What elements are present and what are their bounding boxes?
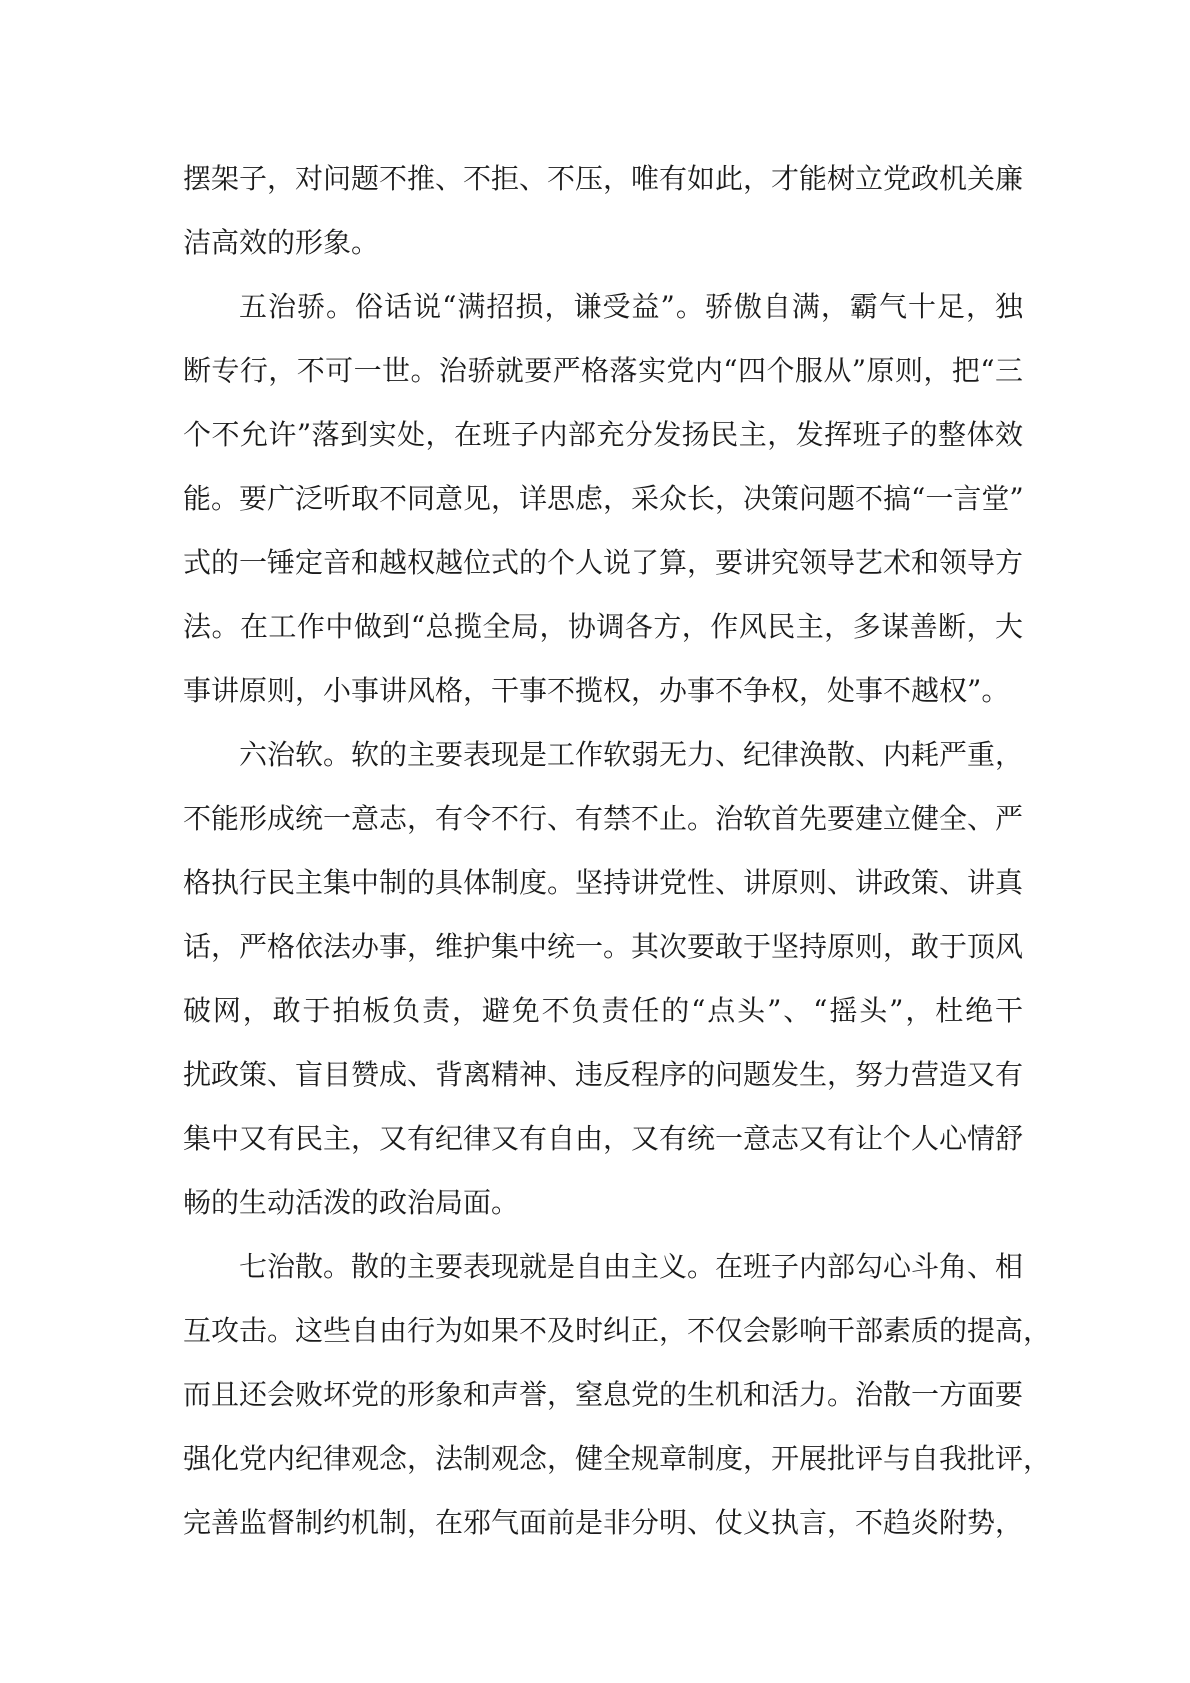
text-line: 个不允许”落到实处，在班子内部充分发扬民主，发挥班子的整体效: [183, 418, 1023, 451]
paragraph: [183, 147, 1023, 275]
text-line: 五治骄。俗话说“满招损，谦受益”。骄傲自满，霸气十足，独: [239, 290, 1023, 323]
document-body: [183, 147, 1052, 1555]
text-line: 畅的生动活泼的政治局面。: [183, 1186, 520, 1219]
text-line: 强化党内纪律观念，法制观念，健全规章制度，开展批评与自我批评，: [183, 1442, 1052, 1475]
text-line: 话，严格依法办事，维护集中统一。其次要敢于坚持原则，敢于顶风: [183, 930, 1024, 963]
text-line: 完善监督制约机制，在邪气面前是非分明、仗义执言，不趋炎附势，: [183, 1506, 1024, 1539]
text-line: 式的一锤定音和越权越位式的个人说了算，要讲究领导艺术和领导方: [183, 546, 1024, 579]
text-line: 集中又有民主，又有纪律又有自由，又有统一意志又有让个人心情舒: [183, 1122, 1024, 1155]
text-line: 七治散。散的主要表现就是自由主义。在班子内部勾心斗角、相: [239, 1250, 1024, 1283]
text-line: 破网，敢于拍板负责，避免不负责任的“点头”、“摇头”，杜绝干: [183, 994, 1023, 1027]
text-line: 格执行民主集中制的具体制度。坚持讲党性、讲原则、讲政策、讲真: [183, 866, 1024, 899]
text-line: 洁高效的形象。: [183, 226, 380, 259]
paragraph: [183, 723, 1023, 1235]
text-line: 而且还会败坏党的形象和声誉，窒息党的生机和活力。治散一方面要: [183, 1378, 1024, 1411]
text-line: 摆架子，对问题不推、不拒、不压，唯有如此，才能树立党政机关廉: [183, 162, 1024, 195]
text-line: 断专行，不可一世。治骄就要严格落实党内“四个服从”原则，把“三: [183, 354, 1023, 387]
text-line: 不能形成统一意志，有令不行、有禁不止。治软首先要建立健全、严: [183, 802, 1024, 835]
text-line: 事讲原则，小事讲风格，干事不揽权，办事不争权，处事不越权”。: [183, 674, 1010, 707]
text-line: 能。要广泛听取不同意见，详思虑，采众长，决策问题不搞“一言堂”: [183, 482, 1024, 515]
text-line: 法。在工作中做到“总揽全局，协调各方，作风民主，多谋善断，大: [183, 610, 1023, 643]
text-line: 六治软。软的主要表现是工作软弱无力、纪律涣散、内耗严重，: [239, 738, 1024, 771]
paragraph: [183, 275, 1023, 723]
paragraph: [183, 1235, 1052, 1555]
text-line: 互攻击。这些自由行为如果不及时纠正，不仅会影响干部素质的提高，: [183, 1314, 1052, 1347]
text-line: 扰政策、盲目赞成、背离精神、违反程序的问题发生，努力营造又有: [183, 1058, 1024, 1091]
